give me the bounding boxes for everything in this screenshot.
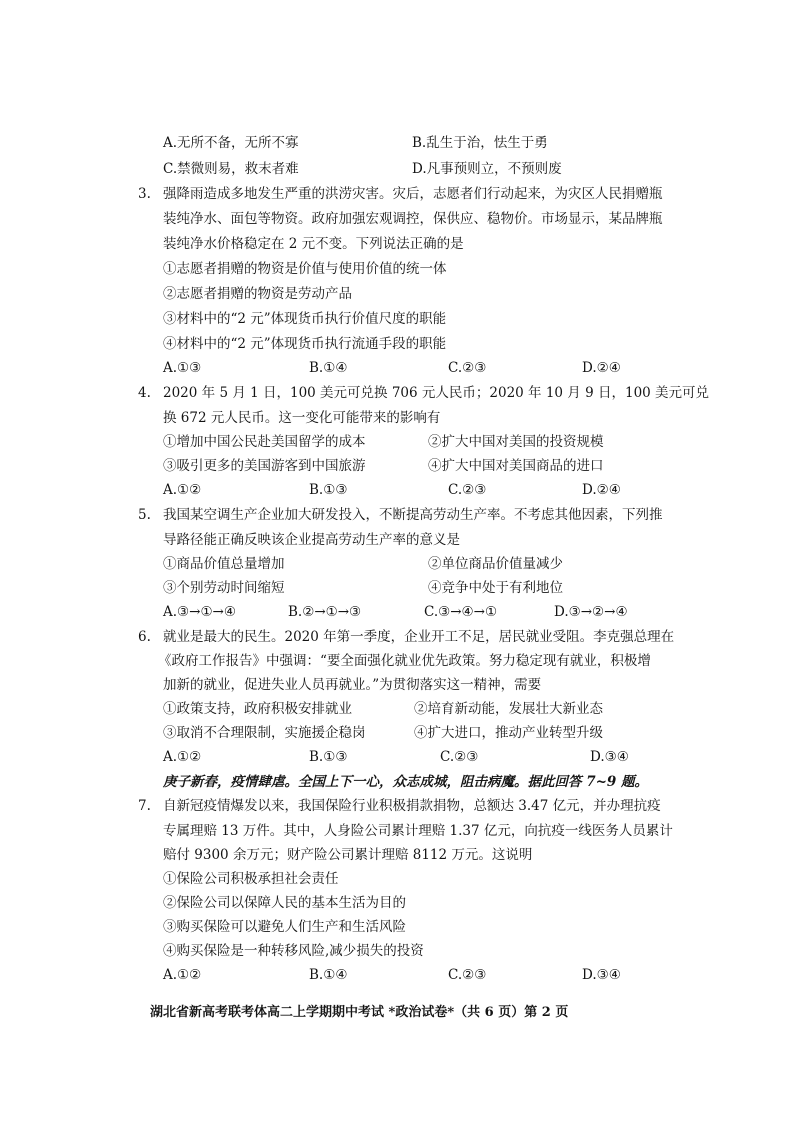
q4-item: ③吸引更多的美国游客到中国旅游 xyxy=(163,458,366,474)
q7-option-b: B.①④ xyxy=(309,967,348,983)
q6-item: ④扩大进口，推动产业转型升级 xyxy=(414,725,603,741)
q7-item: ①保险公司积极承担社会责任 xyxy=(163,871,339,887)
q4-option-a: A.①② xyxy=(163,482,202,498)
q4-item: ②扩大中国对美国的投资规模 xyxy=(428,434,604,450)
q3-item: ②志愿者捐赠的物资是劳动产品 xyxy=(163,286,352,302)
bleed-through-mark xyxy=(660,240,672,257)
q7-item: ③购买保险可以避免人们生产和生活风险 xyxy=(163,919,406,935)
q3-item: ④材料中的“2 元”体现货币执行流通手段的职能 xyxy=(163,336,447,352)
page-footer: 湖北省新高考联考体高二上学期期中考试 *政治试卷*（共 6 页）第 2 页 xyxy=(150,1005,569,1020)
q3-option-d: D.②④ xyxy=(582,360,621,376)
q6-stem-line: 《政府工作报告》中强调：“要全面强化就业优先政策。努力稳定现有就业，积极增 xyxy=(158,653,651,669)
q3-number: 3. xyxy=(138,186,151,202)
q4-stem-line: 换 672 元人民币。这一变化可能带来的影响有 xyxy=(163,410,441,426)
q6-option-a: A.①② xyxy=(163,749,202,765)
q5-item: ①商品价值总量增加 xyxy=(163,556,285,572)
q4-option-d: D.②④ xyxy=(582,482,621,498)
q3-stem-line: 装纯净水价格稳定在 2 元不变。下列说法正确的是 xyxy=(163,236,464,252)
q7-stem-line: 自新冠疫情爆发以来，我国保险行业积极捐款捐物，总额达 3.47 亿元，并办理抗疫 xyxy=(163,798,661,814)
q7-stem-line: 专属理赔 13 万件。其中，人身险公司累计理赔 1.37 亿元，向抗疫一线医务人员累计 xyxy=(163,823,673,839)
q4-item: ④扩大中国对美国商品的进口 xyxy=(428,458,604,474)
q5-option-b: B.②→①→③ xyxy=(288,604,362,620)
q6-number: 6. xyxy=(138,629,151,645)
q5-option-c: C.③→④→① xyxy=(424,604,498,620)
q3-item: ③材料中的“2 元”体现货币执行价值尺度的职能 xyxy=(163,311,447,327)
q7-option-a: A.①② xyxy=(163,967,202,983)
q5-option-d: D.③→②→④ xyxy=(554,604,628,620)
q3-option-c: C.②③ xyxy=(448,360,487,376)
q7-option-c: C.②③ xyxy=(448,967,487,983)
q7-number: 7. xyxy=(138,798,151,814)
q6-item: ①政策支持，政府积极安排就业 xyxy=(163,701,352,717)
q3-stem-line: 强降雨造成多地发生严重的洪涝灾害。灾后，志愿者们行动起来，为灾区人民捐赠瓶 xyxy=(163,186,663,202)
q2-option-a: A.无所不备，无所不寡 xyxy=(163,135,299,151)
q6-option-c: C.②③ xyxy=(440,749,479,765)
q5-item: ②单位商品价值量减少 xyxy=(428,556,563,572)
q4-stem-line: 2020 年 5 月 1 日，100 美元可兑换 706 元人民币；2020 年 10 月 9 日，100 美元可兑 xyxy=(163,385,710,401)
q7-item: ②保险公司以保障人民的基本生活为目的 xyxy=(163,895,406,911)
q5-item: ③个别劳动时间缩短 xyxy=(163,580,285,596)
q4-number: 4. xyxy=(138,385,151,401)
q4-item: ①增加中国公民赴美国留学的成本 xyxy=(163,434,366,450)
q2-option-c: C.禁微则易，救末者难 xyxy=(163,161,299,177)
q3-stem-line: 装纯净水、面包等物资。政府加强宏观调控，保供应、稳物价。市场显示，某品牌瓶 xyxy=(163,211,663,227)
q5-option-a: A.③→①→④ xyxy=(163,604,236,620)
q2-option-d: D.凡事预则立，不预则废 xyxy=(412,161,562,177)
q5-stem-line: 导路径能正确反映该企业提高劳动生产率的意义是 xyxy=(163,532,460,548)
q2-option-b: B.乱生于治，怯生于勇 xyxy=(412,135,548,151)
q7-item: ④购买保险是一种转移风险,减少损失的投资 xyxy=(163,943,424,959)
q6-item: ③取消不合理限制，实施援企稳岗 xyxy=(163,725,366,741)
q6-stem-line: 就业是最大的民生。2020 年第一季度，企业开工不足，居民就业受阻。李克强总理在 xyxy=(163,629,675,645)
q3-option-b: B.①④ xyxy=(309,360,348,376)
q6-option-b: B.①③ xyxy=(309,749,348,765)
q5-item: ④竞争中处于有利地位 xyxy=(428,580,563,596)
q3-item: ①志愿者捐赠的物资是价值与使用价值的统一体 xyxy=(163,261,447,277)
q3-option-a: A.①③ xyxy=(163,360,202,376)
q5-number: 5. xyxy=(138,507,151,523)
q7-stem-line: 赔付 9300 余万元；财产险公司累计理赔 8112 万元。这说明 xyxy=(163,847,533,863)
q6-option-d: D.③④ xyxy=(590,749,629,765)
q7-option-d: D.③④ xyxy=(582,967,621,983)
q4-option-c: C.②③ xyxy=(448,482,487,498)
section-intro: 庚子新春，疫情肆虐。全国上下一心，众志成城，阻击病魔。据此回答 7~9 题。 xyxy=(163,774,648,790)
q6-stem-line: 加新的就业，促进失业人员再就业。”为贯彻落实这一精神，需要 xyxy=(163,677,542,693)
q4-option-b: B.①③ xyxy=(309,482,348,498)
q6-item: ②培育新动能，发展壮大新业态 xyxy=(414,701,603,717)
q5-stem-line: 我国某空调生产企业加大研发投入，不断提高劳动生产率。不考虑其他因素，下列推 xyxy=(163,507,663,523)
